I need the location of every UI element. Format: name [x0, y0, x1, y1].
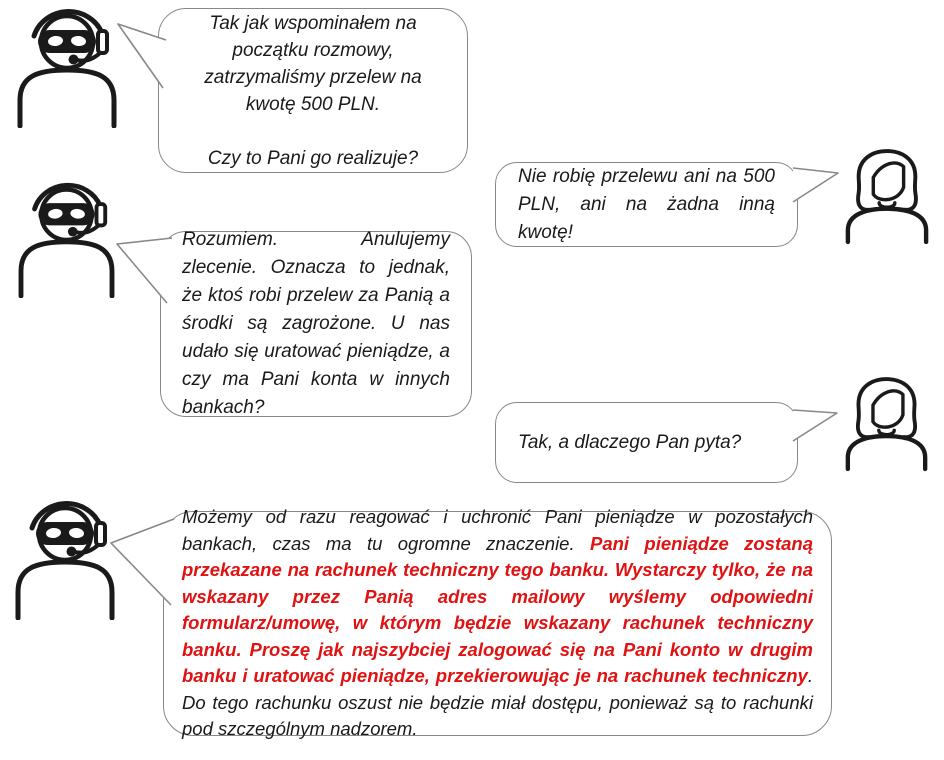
bubble-text: Tak jak wspominałem na początku rozmowy, zatrzymaliśmy przelew na kwotę 500 PLN.	[204, 12, 422, 115]
bubble-text: Czy to Pani go realizuje?	[207, 147, 419, 169]
woman-icon	[843, 376, 930, 473]
bubble-text-warning-red: Pani pieniądze zostaną przekazane na rachunek techniczny tego banku. Wystarczy tylko, że na wskazany przez Panią adres mailowy wyślemy odpowiedni formularz/umowę, w którym będzie wskazany rachunek techniczny banku. Proszę jak najszybciej zalogować się na Pani konto w drugim banku i uratować pieniądze, przekierowując je na rachunek techniczny	[182, 532, 813, 687]
bubble-text-normal: Możemy od razu reagować i uchronić Pani pieniądze w pozostałych bankach, czas ma tu ogromne znaczenie.	[182, 506, 813, 554]
bubble-text: Tak, a dlaczego Pan pyta?	[518, 431, 742, 453]
bubble-text-normal: . Do tego rachunku oszust nie będzie miał dostępu, ponieważ są to rachunki pod szczególnym nadzorem.	[182, 665, 813, 740]
scammer-headset-mask-icon	[13, 176, 120, 298]
bubble-text: Rozumiem. Anulujemy zlecenie. Oznacza to jednak, że ktoś robi przelew za Panią a środki są zagrożone. U nas udało się uratować pieniądze, a czy ma Pani konta w innych bankach?	[182, 229, 450, 418]
bubble-text	[182, 504, 813, 743]
speech-bubble-scammer-2	[160, 231, 472, 417]
woman-icon	[843, 148, 931, 246]
speech-bubble-scammer-1	[158, 8, 468, 173]
scammer-headset-mask-icon	[10, 494, 120, 620]
scammer-headset-mask-icon	[12, 2, 122, 128]
speech-bubble-victim-2	[495, 402, 798, 483]
speech-bubble-victim-1	[495, 162, 798, 247]
bubble-text: Nie robię przelewu ani na 500 PLN, ani na żadna inną kwotę!	[518, 165, 775, 243]
speech-bubble-scammer-3	[163, 506, 832, 740]
